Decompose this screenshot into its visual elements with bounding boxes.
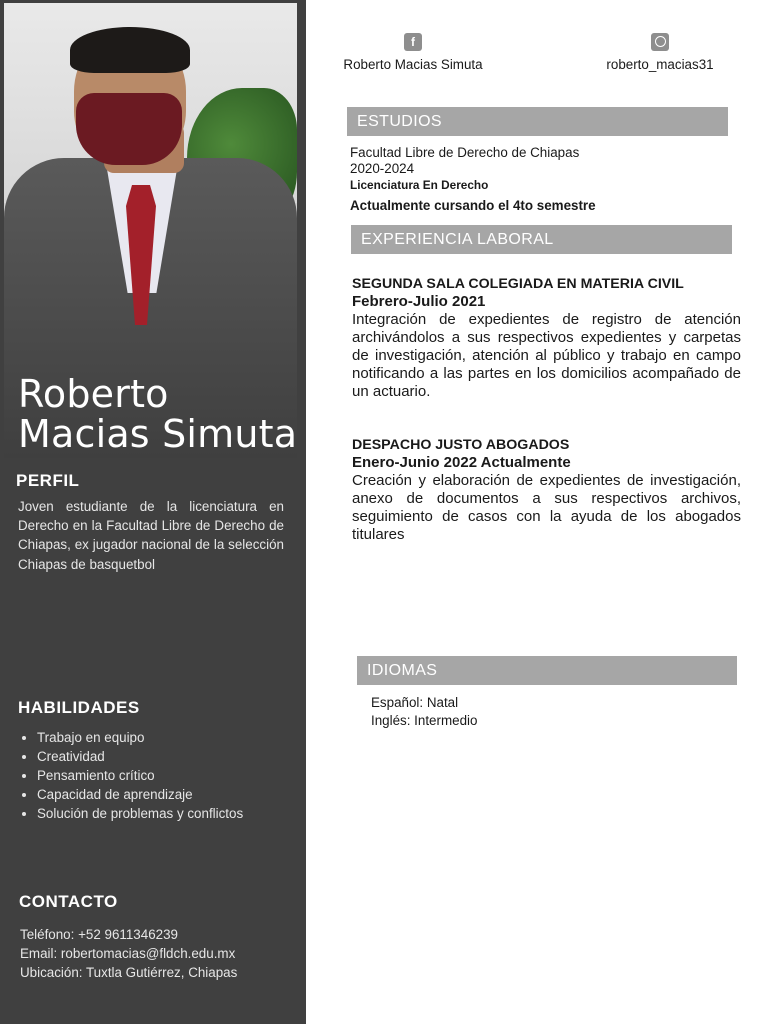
job-description: Integración de expedientes de registro de atención archivándolos a sus respectivos expedientes y carpetas de investigación, atención al público y trabajo en campo notificando a las partes en los domicilios acompañado de un actuario. [352,311,741,400]
current-semester: Actualmente cursando el 4to semestre [350,198,596,213]
last-name: Macias Simuta [18,412,298,456]
study-years: 2020-2024 [350,161,415,176]
sidebar [0,0,306,1024]
skill-item: • Capacidad de aprendizaje [37,785,243,804]
job-description: Creación y elaboración de expedientes de investigación, anexo de documentos a sus respectivos archivos, seguimiento de casos con la ayuda de los abogados titulares [352,472,741,543]
languages-list [371,694,671,730]
job-dates: Enero-Junio 2022 Actualmente [352,454,571,471]
estudios-heading: ESTUDIOS [347,107,728,136]
contact-email: Email: robertomacias@fldch.edu.mx [20,946,236,962]
skill-item: • Trabajo en equipo [37,728,243,747]
instagram-link[interactable] [585,33,735,72]
skills-list [18,728,243,823]
contacto-heading: CONTACTO [19,892,118,911]
idiomas-heading: IDIOMAS [357,656,737,685]
perfil-text: Joven estudiante de la licenciatura en Derecho en la Facultad Libre de Derecho de Chiapas, ex jugador nacional de la selección Chiapas de basquetbol [18,499,284,572]
first-name: Roberto [18,372,169,416]
job-title: DESPACHO JUSTO ABOGADOS [352,437,570,453]
estudios-block [350,145,730,214]
job-entry [352,436,741,544]
contact-block [20,925,300,983]
skill-item: • Creatividad [37,747,243,766]
contact-phone: Teléfono: +52 9611346239 [20,927,178,942]
degree-name: Licenciatura En Derecho [350,178,489,192]
contact-location: Ubicación: Tuxtla Gutiérrez, Chiapas [20,965,238,981]
job-dates: Febrero-Julio 2021 [352,293,486,310]
job-entry [352,275,741,401]
skill-item: • Solución de problemas y conflictos [37,804,243,823]
experiencia-heading: EXPERIENCIA LABORAL [351,225,732,254]
perfil-heading: PERFIL [16,471,80,490]
instagram-label: roberto_macias31 [606,57,714,72]
language-item: Inglés: Intermedio [371,713,478,728]
instagram-icon [651,33,669,51]
facebook-link[interactable] [318,33,508,72]
school-name: Facultad Libre de Derecho de Chiapas [350,145,580,160]
job-title: SEGUNDA SALA COLEGIADA EN MATERIA CIVIL [352,276,684,292]
full-name [18,374,297,454]
language-item: Español: Natal [371,695,459,710]
facebook-label: Roberto Macias Simuta [343,57,483,72]
habilidades-heading: HABILIDADES [18,698,140,717]
facebook-icon: f [404,33,422,51]
skill-item: • Pensamiento crítico [37,766,243,785]
